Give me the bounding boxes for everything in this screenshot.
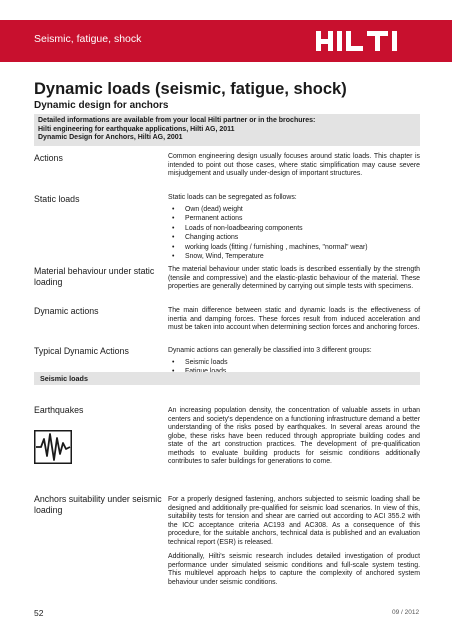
page-title: Dynamic loads (seismic, fatigue, shock) [34,80,347,98]
material-label: Material behaviour under static loading [34,266,155,287]
seismic-loads-section-bar: Seismic loads [34,372,420,385]
anchors-paragraph: Additionally, Hilti's seismic research includes detailed investigation of product performance under simulated seismic conditions and full-scale system testing. This multilevel approach helps to capture the complexity of anchored system behaviour under seismic conditions. [168,553,420,586]
info-line: Hilti engineering for earthquake applications, Hilti AG, 2011 [38,125,235,133]
actions-paragraph: Common engineering design usually focuses around static loads. This chapter is intended to point out those cases, where static simplification may cause severe misjudgement and usually under-design of important structures. [168,153,420,177]
list-item: • Permanent actions [168,214,420,224]
dynamic-actions-paragraph: The main difference between static and dynamic loads is the effectiveness of inertia and damping forces. These forces result from induced acceleration and must be taken into account when determining section forces and anchoring forces. [168,307,420,331]
material-paragraph: The material behaviour under static loads is described essentially by the strength (tensile and compressive) and the elastic-plastic behaviour of the material. These properties are generally determined by carrying out simple tests with specimens. [168,266,420,290]
edition-date: 09 / 2012 [392,609,420,616]
list-item: • Seismic loads [168,358,420,368]
anchors-suitability-text [168,496,420,587]
hilti-logo [316,31,416,51]
anchors-paragraph: For a properly designed fastening, anchors subjected to seismic loading shall be designed and additionally pre-qualified for seismic load scenarios. In view of this, suitability tests for tension and shear are carried out according to ACI 355.2 with the ICC acceptance criteria AC193 and AC308. As a consequence of this procedure, for the suitable anchors, technical data is published and an evaluation technical report (ESR) is released. [168,496,420,546]
list-item: • Loads of non-loadbearing components [168,224,420,234]
static-loads-list [168,205,420,263]
section-title: Seismic, fatigue, shock [34,33,142,45]
static-loads-intro: Static loads can be segregated as follows: [168,194,297,201]
actions-label: Actions [34,153,63,163]
info-line: Dynamic Design for Anchors, Hilti AG, 2001 [38,134,183,141]
list-item: • Own (dead) weight [168,205,420,215]
info-line: Detailed informations are available from your local Hilti partner or in the brochures: [38,117,316,124]
page-subtitle: Dynamic design for anchors [34,100,169,111]
dynamic-actions-text [168,307,420,333]
earthquakes-label: Earthquakes [34,405,84,415]
dynamic-actions-label: Dynamic actions [34,306,99,316]
list-item: • Snow, Wind, Temperature [168,252,420,262]
earthquakes-text [168,407,420,467]
material-text [168,266,420,292]
earthquakes-paragraph: An increasing population density, the concentration of valuable assets in urban centers and society's dependence on a functioning infrastructure demand a better understanding of the risks posed by earthquakes. In several areas around the globe, these risks have been reduced through appropriate building codes and state of the art construction practices. The development of pre-qualification methods to evaluate building products for seismic conditions additionally contributes to safer buildings for generations to come. [168,407,420,465]
typical-actions-label: Typical Dynamic Actions [34,346,129,356]
actions-text [168,153,420,179]
seismograph-icon [34,430,72,464]
brochure-info-box [34,114,420,146]
static-loads-text [168,194,420,262]
list-item: • working loads (fitting / furnishing , machines, "normal" wear) [168,243,420,253]
page-header-band [0,20,452,62]
list-item: • Changing actions [168,233,420,243]
page-number: 52 [34,608,44,618]
typical-actions-intro: Dynamic actions can generally be classified into 3 different groups: [168,347,372,354]
anchors-suitability-label: Anchors suitability under seismic loading [34,494,162,515]
static-loads-label: Static loads [34,194,80,204]
